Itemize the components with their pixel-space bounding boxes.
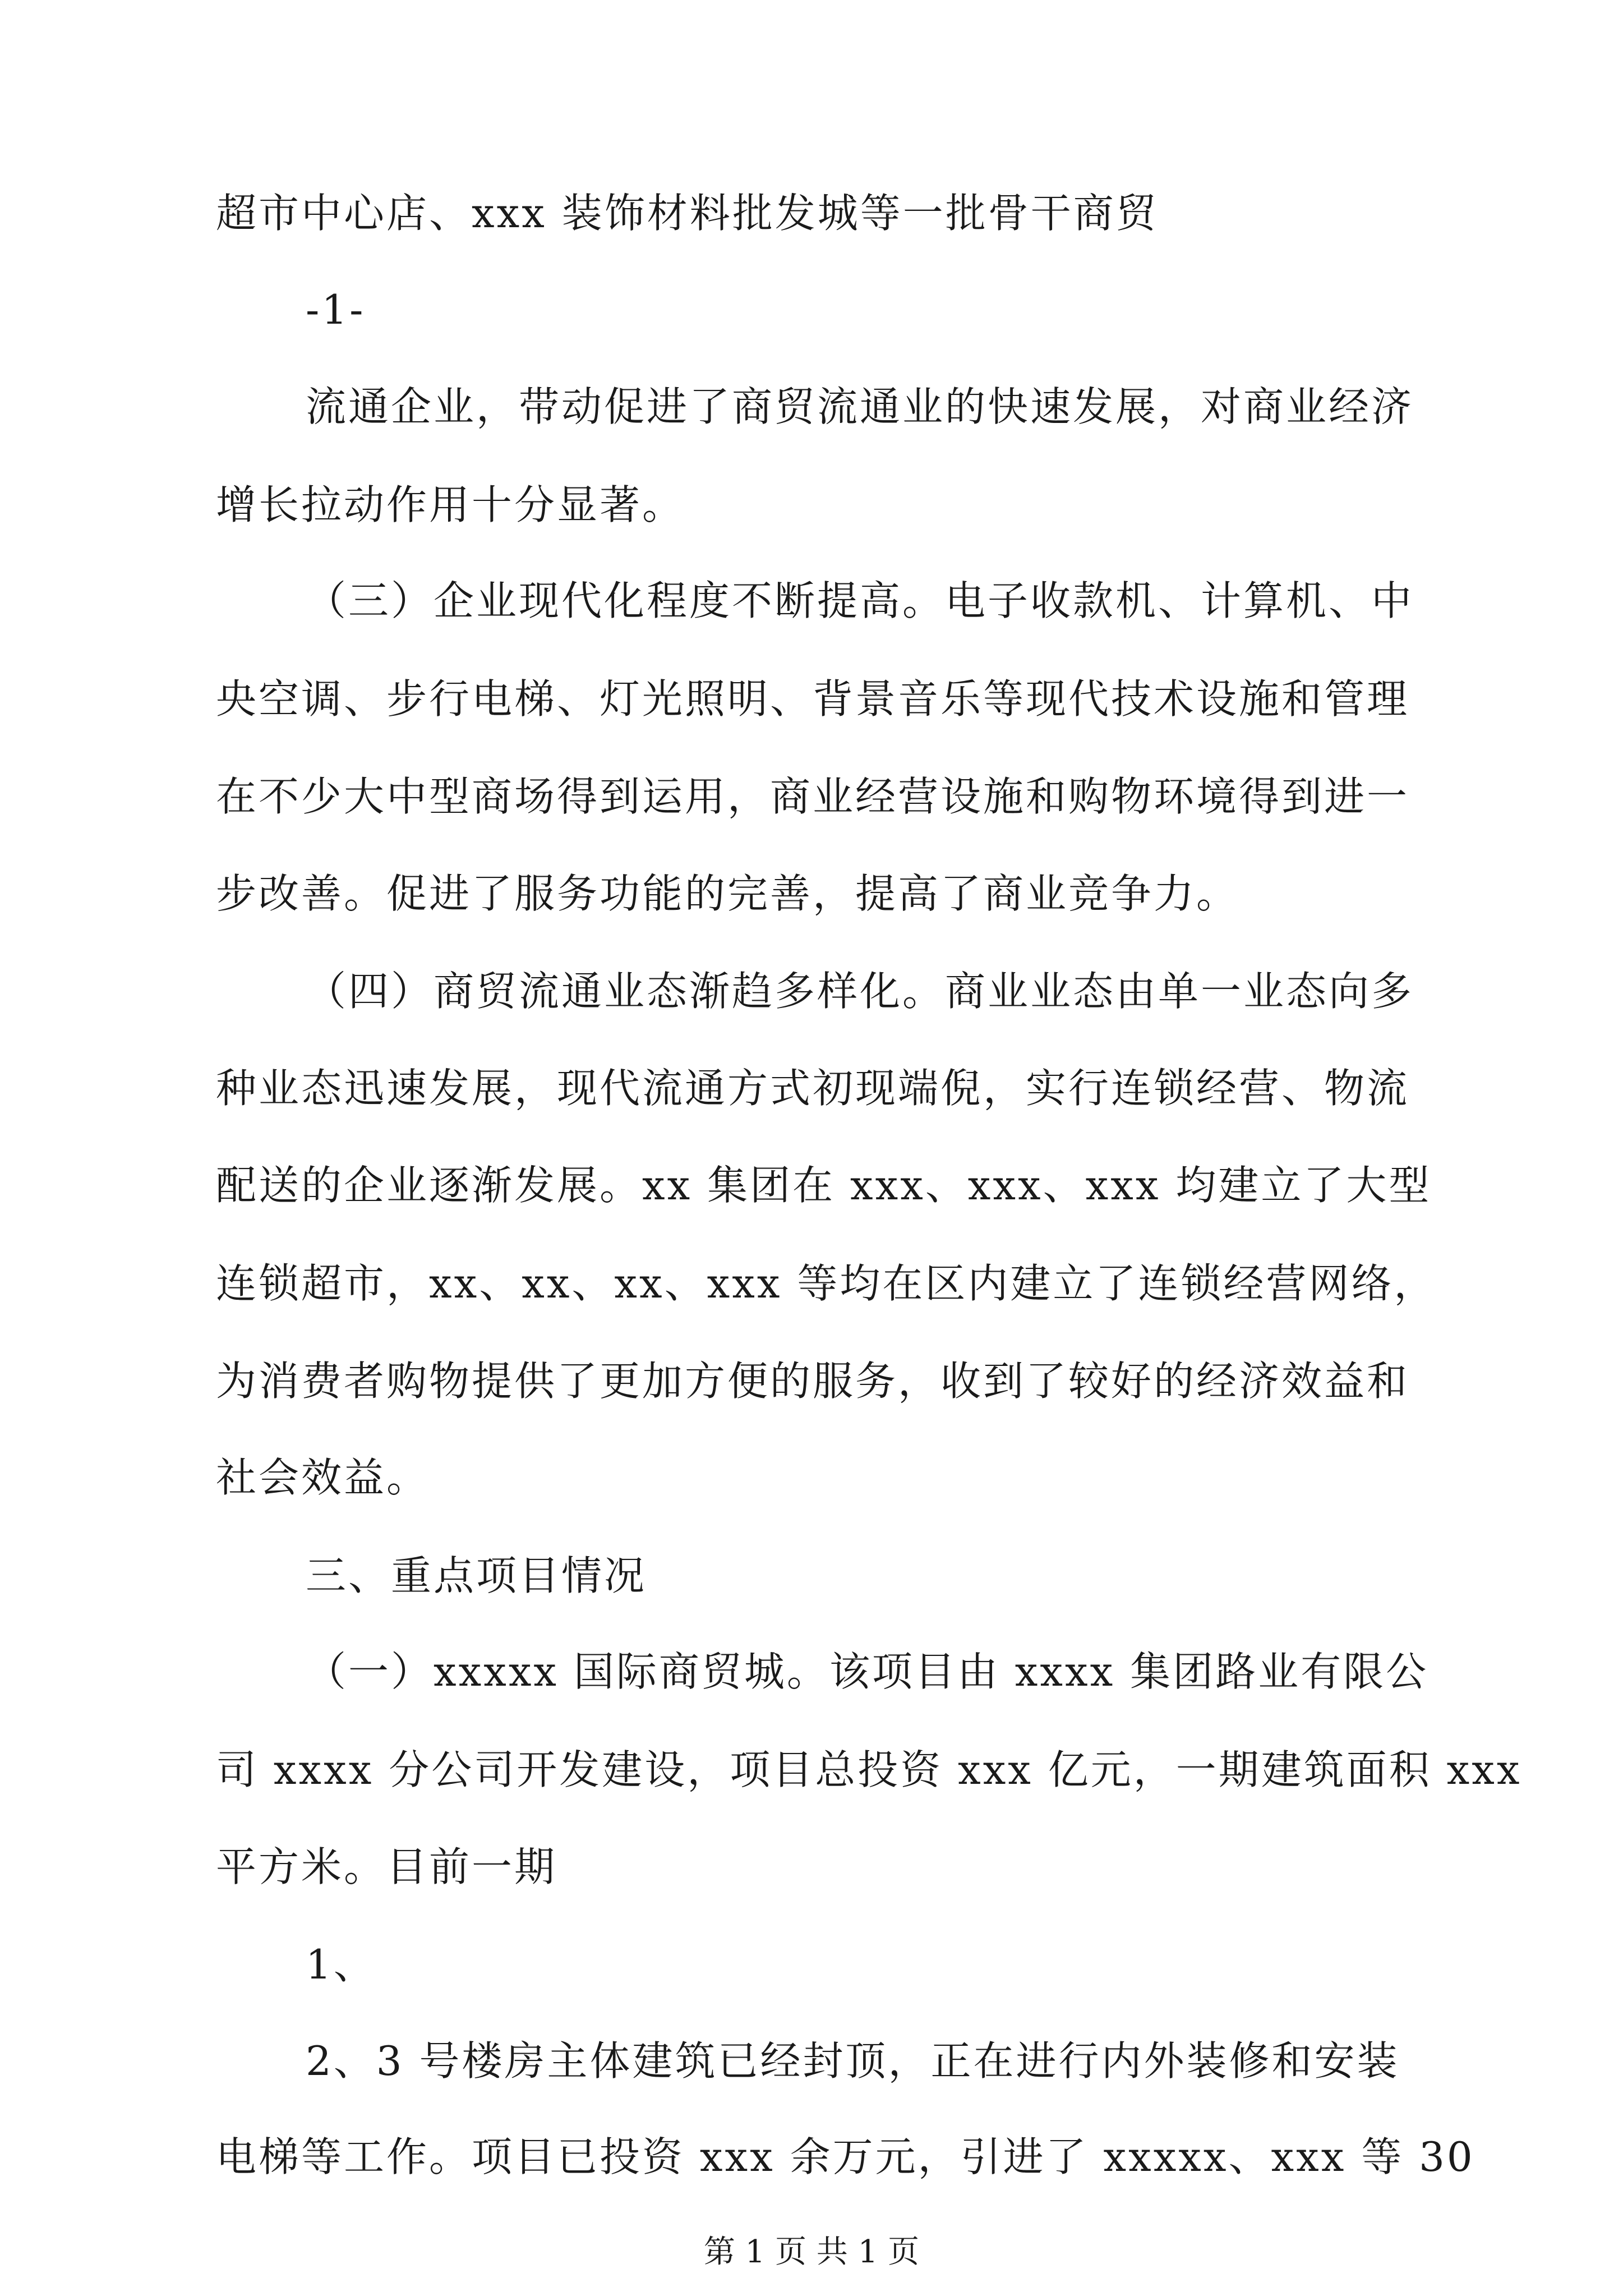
list-marker: 1、 — [306, 1941, 376, 1988]
page-footer: 第 1 页 共 1 页 — [703, 2234, 920, 2270]
body-line: （一）xxxxx 国际商贸城。该项目由 xxxx 集团路业有限公 — [306, 1648, 1429, 1695]
body-line: 为消费者购物提供了更加方便的服务，收到了较好的经济效益和 — [216, 1358, 1410, 1405]
section-heading: 三、重点项目情况 — [306, 1552, 647, 1599]
body-line: 2、3 号楼房主体建筑已经封顶，正在进行内外装修和安装 — [306, 2037, 1400, 2085]
body-line: 连锁超市，xx、xx、xx、xxx 等均在区内建立了连锁经营网络， — [216, 1260, 1437, 1307]
body-line: 步改善。促进了服务功能的完善，提高了商业竞争力。 — [216, 870, 1239, 917]
body-line: 平方米。目前一期 — [216, 1843, 557, 1890]
body-line: 增长拉动作用十分显著。 — [216, 481, 685, 528]
inline-page-number: -1- — [306, 286, 366, 333]
body-line: 种业态迅速发展，现代流通方式初现端倪，实行连锁经营、物流 — [216, 1065, 1410, 1112]
body-line: 社会效益。 — [216, 1454, 430, 1501]
body-line: 配送的企业逐渐发展。xx 集团在 xxx、xxx、xxx 均建立了大型 — [216, 1162, 1432, 1209]
body-line: 流通企业，带动促进了商贸流通业的快速发展，对商业经济 — [306, 383, 1414, 430]
body-line: （三）企业现代化程度不断提高。电子收款机、计算机、中 — [306, 577, 1414, 624]
body-line: 央空调、步行电梯、灯光照明、背景音乐等现代技术设施和管理 — [216, 675, 1410, 723]
body-line: 超市中心店、xxx 装饰材料批发城等一批骨干商贸 — [216, 190, 1159, 237]
body-line: 电梯等工作。项目已投资 xxx 余万元，引进了 xxxxx、xxx 等 30 — [216, 2133, 1475, 2180]
body-line: 司 xxxx 分公司开发建设，项目总投资 xxx 亿元，一期建筑面积 xxx — [216, 1746, 1522, 1793]
body-line: 在不少大中型商场得到运用，商业经营设施和购物环境得到进一 — [216, 773, 1410, 820]
body-line: （四）商贸流通业态渐趋多样化。商业业态由单一业态向多 — [306, 968, 1414, 1015]
